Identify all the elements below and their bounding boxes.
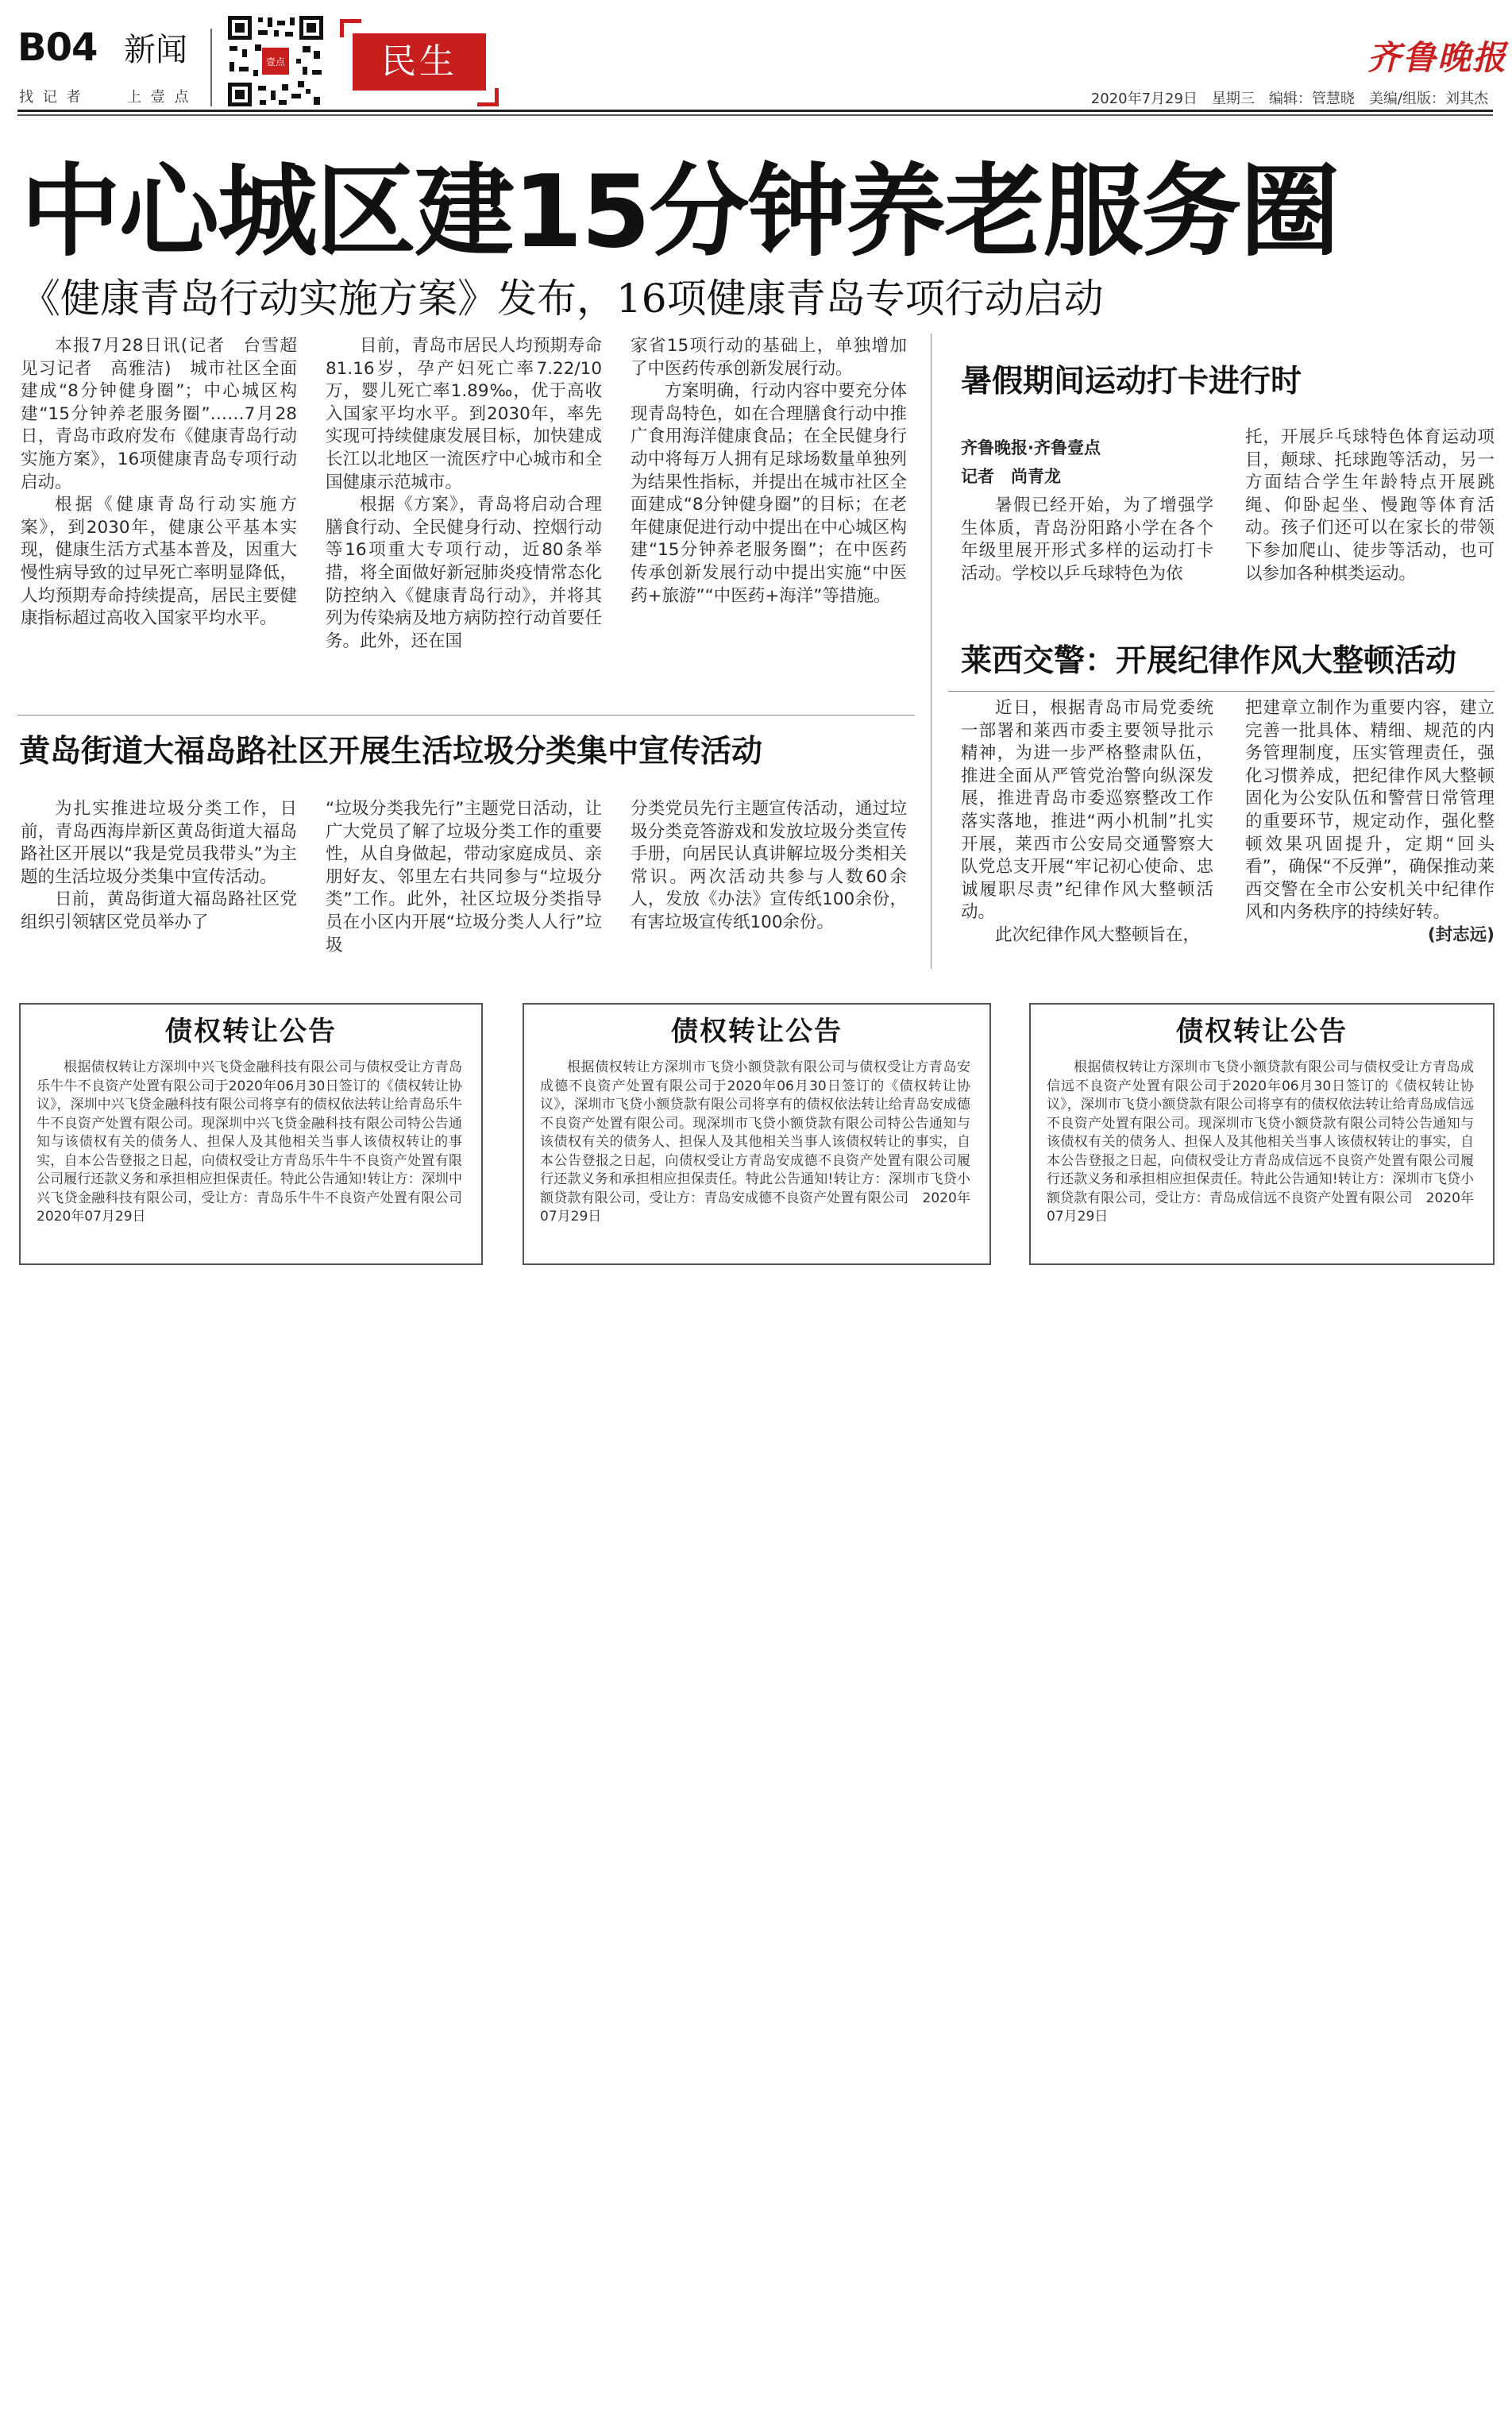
lead-col-3 (631, 335, 907, 608)
page-number: B04 (17, 25, 98, 70)
lead-para: 本报7月28日讯(记者 台雪超 见习记者 高雅洁) 城市社区全面建成“8分钟健身圈”；中心城区构建“15分钟养老服务圈”……7月28日，青岛市政府发布《健康青岛行动实施方案》，16项健康青岛专项行动启动。 (21, 336, 314, 492)
notice-box (1029, 1003, 1495, 1265)
police-headline[interactable]: 莱西交警：开展纪律作风大整顿活动 (961, 643, 1457, 679)
notice-text: 根据债权转让方深圳市飞贷小额贷款有限公司与债权受让方青岛安成德不良资产处置有限公司于2020年06月30日签订的《债权转让协议》，深圳市飞贷小额贷款有限公司将享有的债权依法转让给青岛安成德不良资产处置有限公司。现深圳市飞贷小额贷款有限公司特公告通知与该债权有关的债务人、担保人及其他相关当事人该债权转让的事实，自本公告登报之日起，向债权受让方青岛安成德不良资产处置有限公司履行还款义务和承担相应担保责任。特此公告通知!转让方：深圳市飞贷小额贷款有限公司，受让方：青岛安成德不良资产处置有限公司 2020年07月29日 (540, 1059, 970, 1225)
notice-title: 债权转让公告 (165, 1016, 337, 1047)
lead-para: 目前，青岛市居民人均预期寿命81.16岁，孕产妇死亡率7.22/10万，婴儿死亡率1.89‰，优于高收入国家平均水平。到2030年，率先实现可持续健康发展目标，加快建成长江以北地区一流医疗中心城市和全国健康示范城市。 (326, 336, 602, 492)
sports-col-2 (1245, 426, 1495, 585)
sports-para: 暑假已经开始，为了增强学生体质，青岛汾阳路小学在各个年级里展开形式多样的运动打卡活动。学校以乒乓球特色为依 (961, 496, 1213, 584)
lead-para: 根据《健康青岛行动实施方案》，到2030年，健康公平基本实现，健康生活方式基本普及，因重大慢性病导致的过早死亡率明显降低，人均预期寿命持续提高，居民主要健康指标超过高收入国家平均水平。 (21, 495, 297, 629)
header-divider-v (210, 29, 212, 106)
lead-col-2 (326, 335, 602, 653)
section-name: 新闻 (124, 32, 187, 68)
police-credit: (封志远) (1427, 924, 1495, 945)
garbage-col-3 (631, 798, 907, 935)
police-para: 此次纪律作风大整顿旨在， (995, 924, 1201, 945)
lead-subheadline: 《健康青岛行动实施方案》发布，16项健康青岛专项行动启动 (21, 276, 1104, 322)
header-rule-thin (17, 114, 1493, 116)
sports-para: 托，开展乒乓球特色体育运动项目，颠球、托球跑等活动，另一方面结合学生年龄特点开展跳绳、仰卧起坐、慢跑等体育活动。孩子们还可以在家长的带领下参加爬山、徒步等活动，也可以参加各种棋类运动。 (1245, 427, 1495, 584)
lead-para: 根据《方案》，青岛将启动合理膳食行动、全民健身行动、控烟行动等16项重大专项行动，近80条举措，将全面做好新冠肺炎疫情常态化防控纳入《健康青岛行动》，并将其列为传染病及地方病防控行动首要任务。此外，还在国 (326, 495, 602, 651)
police-para: 近日，根据青岛市局党委统一部署和莱西市委主要领导批示精神，为进一步严格整肃队伍，推进全面从严管党治警向纵深发展，推进青岛市委巡察整改工作落实落地，推进“两小机制”扎实开展，莱西市公安局交通警察大队党总支开展“牢记初心使命、忠诚履职尽责”纪律作风大整顿活动。 (961, 698, 1213, 923)
qr-center-label: 壹点 (265, 56, 286, 68)
garbage-para: 日前，黄岛街道大福岛路社区党组织引领辖区党员举办了 (21, 889, 297, 932)
lead-para: 方案明确，行动内容中要充分体现青岛特色，如在合理膳食行动中推广食用海洋健康食品；在全民健身行动中将每万人拥有足球场数量单独列为结果性指标，并提出在城市社区全面建成“8分钟健身圈”的目标；在老年健康促进行动中提出在中心城区构建“15分钟养老服务圈”；在中医药传承创新发展行动中提出实施“中医药+旅游”“中医药+海洋”等措施。 (631, 381, 907, 606)
police-rule (948, 691, 1495, 692)
notice-title: 债权转让公告 (1176, 1016, 1348, 1047)
header-sub-left-a: 找 记 者 (19, 89, 83, 106)
garbage-para: 分类党员先行主题宣传活动，通过垃圾分类竞答游戏和发放垃圾分类宣传手册，向居民认真讲解垃圾分类相关常识。两次活动共参与人数60余人，发放《办法》宣传纸100余份，有害垃圾宣传纸100余份。 (631, 799, 907, 932)
sports-byline-1: 齐鲁晚报·齐鲁壹点 (961, 438, 1101, 457)
sports-col-1 (961, 495, 1213, 585)
garbage-para: “垃圾分类我先行”主题党日活动，让广大党员了解了垃圾分类工作的重要性，从自身做起，带动家庭成员、亲朋好友、邻里左右共同参与“垃圾分类”工作。此外，社区垃圾分类指导员在小区内开展“垃圾分类人人行”垃圾 (326, 799, 602, 955)
police-col-1 (961, 697, 1213, 947)
garbage-rule (17, 715, 915, 716)
notice-text: 根据债权转让方深圳市飞贷小额贷款有限公司与债权受让方青岛成信远不良资产处置有限公司于2020年06月30日签订的《债权转让协议》，深圳市飞贷小额贷款有限公司将享有的债权依法转让给青岛成信远不良资产处置有限公司。现深圳市飞贷小额贷款有限公司特公告通知与该债权有关的债务人、担保人及其他相关当事人该债权转让的事实，自本公告登报之日起，向债权受让方青岛成信远不良资产处置有限公司履行还款义务和承担相应担保责任。特此公告通知!转让方：深圳市飞贷小额贷款有限公司，受让方：青岛成信远不良资产处置有限公司 2020年07月29日 (1047, 1059, 1474, 1225)
date-line: 2020年7月29日 星期三 编辑：管慧晓 美编/组版：刘其杰 (1090, 91, 1488, 107)
garbage-headline[interactable]: 黄岛街道大福岛路社区开展生活垃圾分类集中宣传活动 (19, 734, 763, 770)
police-para: 把建章立制作为重要内容，建立完善一批具体、精细、规范的内务管理制度，压实管理责任，强化习惯养成，把纪律作风大整顿固化为公安队伍和警营日常管理的重要环节，规定动作，强化整顿效果巩固提升，定期“回头看”，确保“不反弹”，确保推动莱西交警在全市公安机关中纪律作风和内务秩序的持续好转。 (1245, 698, 1495, 923)
channel-tag[interactable]: 民生 (353, 33, 486, 91)
notice-text: 根据债权转让方深圳中兴飞贷金融科技有限公司与债权受让方青岛乐牛牛不良资产处置有限公司于2020年06月30日签订的《债权转让协议》，深圳中兴飞贷金融科技有限公司将享有的债权依法转让给青岛乐牛牛不良资产处置有限公司。现深圳中兴飞贷金融科技有限公司特公告通知与该债权有关的债务人、担保人及其他相关当事人该债权转让的事实，自本公告登报之日起，向债权受让方青岛乐牛牛不良资产处置有限公司履行还款义务和承担相应担保责任。特此公告通知!转让方：深圳中兴飞贷金融科技有限公司，受让方：青岛乐牛牛不良资产处置有限公司 2020年07月29日 (37, 1059, 476, 1225)
garbage-col-1 (21, 798, 297, 935)
lead-headline[interactable]: 中心城区建15分钟养老服务圈 (21, 153, 1339, 270)
brand-logo: 齐鲁晚报 (1367, 38, 1508, 77)
notice-box (523, 1003, 991, 1265)
sports-headline[interactable]: 暑假期间运动打卡进行时 (961, 364, 1302, 399)
sports-byline-2: 记者 尚青龙 (961, 467, 1061, 486)
lead-col-1 (21, 335, 314, 631)
garbage-para: 为扎实推进垃圾分类工作，日前，青岛西海岸新区黄岛街道大福岛路社区开展以“我是党员我带头”为主题的生活垃圾分类集中宣传活动。 (21, 799, 297, 887)
lead-para: 家省15项行动的基础上，单独增加了中医药传承创新发展行动。 (631, 336, 907, 379)
garbage-col-2 (326, 798, 602, 957)
notice-box (19, 1003, 483, 1265)
notice-title: 债权转让公告 (671, 1016, 843, 1047)
header-sub-left-b: 上 壹 点 (127, 89, 191, 106)
column-divider (931, 334, 932, 969)
header-rule (17, 110, 1493, 112)
police-col-2 (1245, 697, 1495, 947)
qr-code-icon[interactable] (226, 14, 325, 108)
